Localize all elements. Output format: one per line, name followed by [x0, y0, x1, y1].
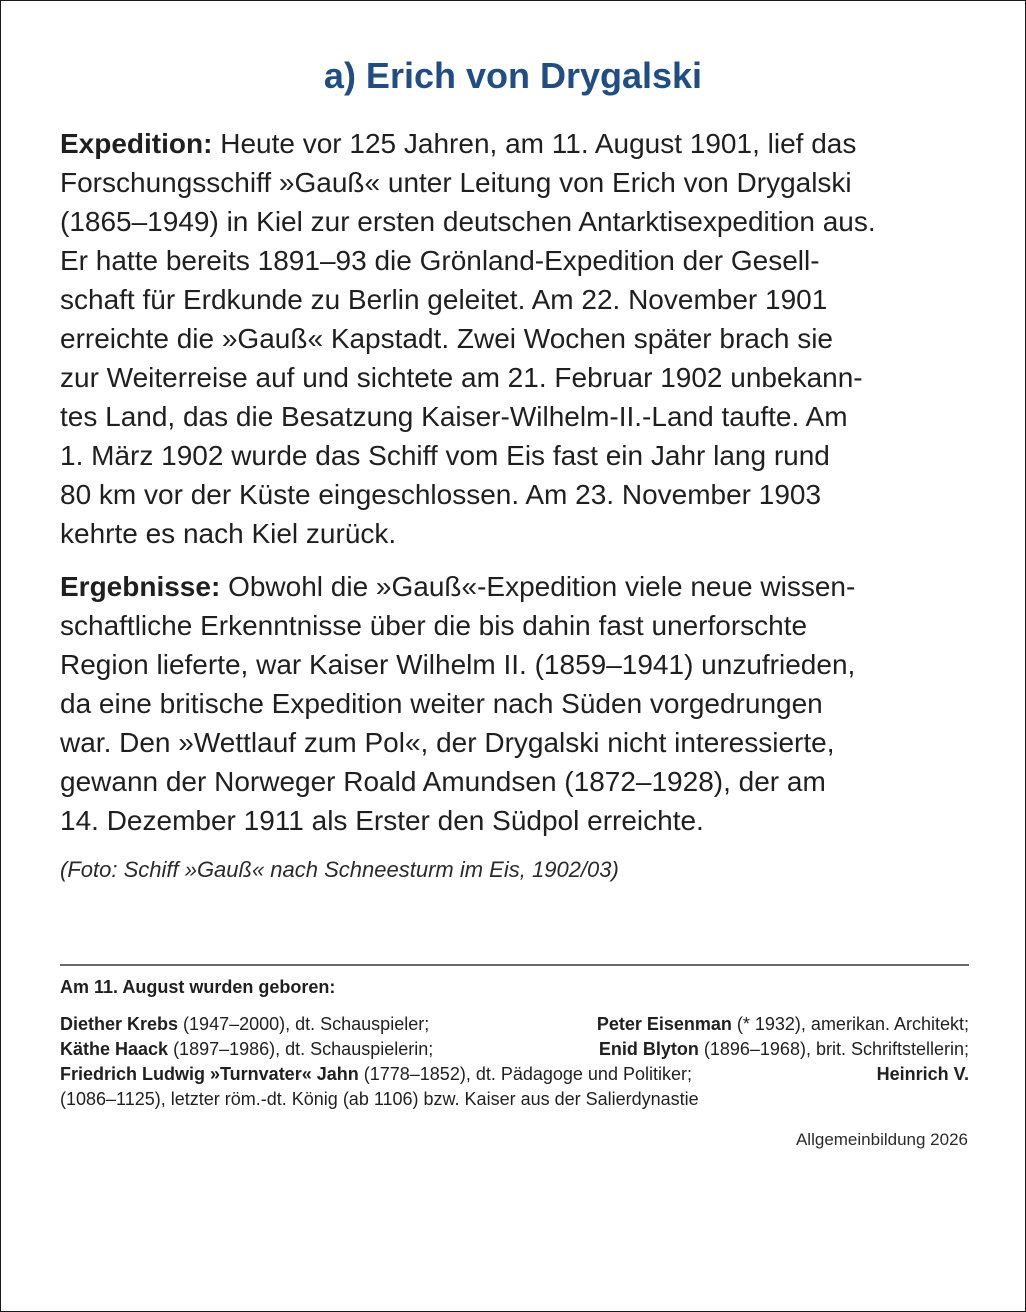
section-divider — [60, 964, 969, 966]
person-name: Peter Eisenman — [596, 1014, 732, 1034]
page-title: a) Erich von Drygalski — [323, 55, 703, 96]
births-line-1-right — [597, 1012, 969, 1037]
expedition-line-6: erreichte die »Gauß« Kapstadt. Zwei Wochen später brach sie — [60, 323, 833, 354]
births-list — [60, 1012, 969, 1112]
results-paragraph — [60, 567, 975, 840]
expedition-line-4: Er hatte bereits 1891–93 die Grönland-Expedition der Gesell- — [60, 245, 820, 276]
person-name: Enid Blyton — [598, 1039, 699, 1059]
births-line-2-right — [599, 1037, 969, 1062]
results-line-7: 14. Dezember 1911 als Erster den Südpol erreichte. — [60, 805, 704, 836]
results-line-4: da eine britische Expedition weiter nach Süden vorgedrungen — [60, 688, 823, 719]
expedition-line-5: schaft für Erdkunde zu Berlin geleitet. Am 22. November 1901 — [60, 284, 828, 315]
expedition-label: Expedition: — [60, 128, 213, 159]
expedition-line-1: Heute vor 125 Jahren, am 11. August 1901, lief das — [220, 128, 857, 159]
results-line-5: war. Den »Wettlauf zum Pol«, der Drygalski nicht interessierte, — [60, 727, 835, 758]
births-line-3 — [60, 1062, 969, 1087]
births-heading: Am 11. August wurden geboren: — [60, 977, 336, 997]
births-line-2 — [60, 1037, 969, 1062]
main-text — [60, 124, 975, 840]
results-label: Ergebnisse: — [60, 571, 221, 602]
expedition-line-9: 1. März 1902 wurde das Schiff vom Eis fast ein Jahr lang rund — [60, 440, 830, 471]
person-name: Friedrich Ludwig »Turnvater« Jahn — [60, 1064, 359, 1084]
births-line-1 — [60, 1012, 969, 1037]
text-line — [60, 124, 975, 163]
expedition-line-11: kehrte es nach Kiel zurück. — [60, 518, 397, 549]
results-line-6: gewann der Norweger Roald Amundsen (1872–1928), der am — [60, 766, 826, 797]
births-line-4: (1086–1125), letzter röm.-dt. König (ab 1106) bzw. Kaiser aus der Salierdynastie — [60, 1089, 699, 1109]
person-name: Käthe Haack — [60, 1039, 169, 1059]
calendar-footer: Allgemeinbildung 2026 — [795, 1130, 968, 1149]
photo-caption: (Foto: Schiff »Gauß« nach Schneesturm im Eis, 1902/03) — [60, 857, 619, 882]
expedition-line-8: tes Land, das die Besatzung Kaiser-Wilhelm-II.-Land taufte. Am — [60, 401, 848, 432]
person-name: Diether Krebs — [60, 1014, 179, 1034]
results-line-1: Obwohl die »Gauß«-Expedition viele neue wissen- — [228, 571, 856, 602]
expedition-line-7: zur Weiterreise auf und sichtete am 21. Februar 1902 unbekann- — [60, 362, 863, 393]
expedition-line-10: 80 km vor der Küste eingeschlossen. Am 23. November 1903 — [60, 479, 822, 510]
expedition-line-3: (1865–1949) in Kiel zur ersten deutschen Antarktisexpedition aus. — [60, 206, 876, 237]
person-details: (1896–1968), brit. Schriftstellerin; — [698, 1039, 969, 1059]
expedition-line-2: Forschungsschiff »Gauß« unter Leitung von Erich von Drygalski — [60, 167, 852, 198]
births-line-2-left — [60, 1037, 433, 1062]
person-details: (1897–1986), dt. Schauspielerin; — [168, 1039, 434, 1059]
text-line — [60, 567, 975, 606]
person-name: Heinrich V. — [876, 1064, 969, 1084]
births-line-1-left — [60, 1012, 429, 1037]
results-line-2: schaftliche Erkenntnisse über die bis dahin fast unerforschte — [60, 610, 808, 641]
person-details: (* 1932), amerikan. Architekt; — [731, 1014, 969, 1034]
person-details: (1778–1852), dt. Pädagoge und Politiker; — [358, 1064, 692, 1084]
person-details: (1947–2000), dt. Schauspieler; — [178, 1014, 430, 1034]
expedition-paragraph — [60, 124, 975, 553]
births-line-3-left — [60, 1062, 692, 1087]
results-line-3: Region lieferte, war Kaiser Wilhelm II. (1859–1941) unzufrieden, — [60, 649, 856, 680]
